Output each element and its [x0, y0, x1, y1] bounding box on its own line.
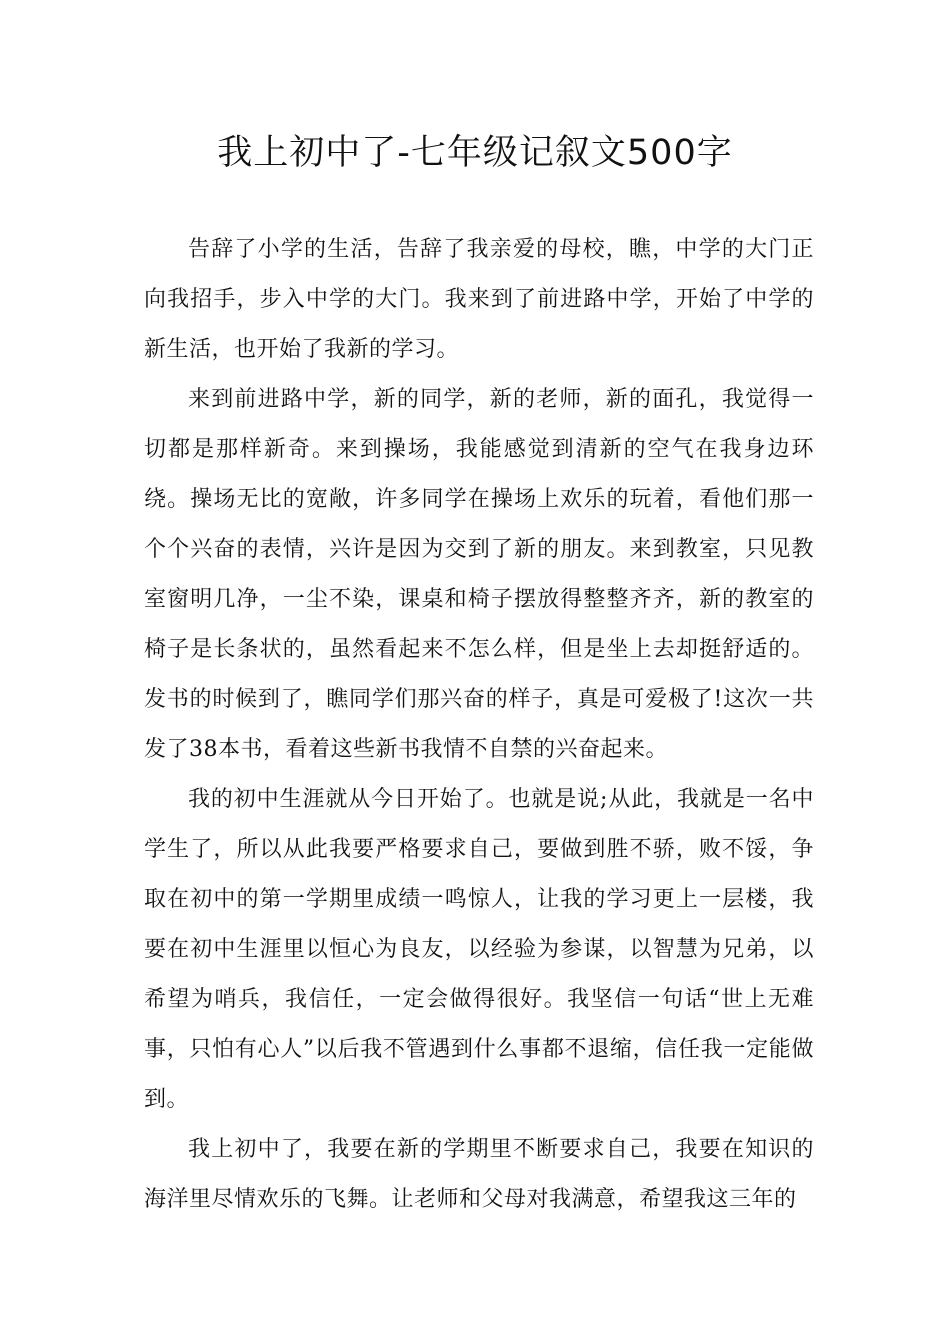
document-title: 我上初中了-七年级记叙文500字 [217, 133, 733, 173]
paragraph-4: 我上初中了，我要在新的学期里不断要求自己，我要在知识的海洋里尽情欢乐的飞舞。让老师和父母对我满意，希望我这三年的 [144, 1137, 814, 1212]
paragraph-3: 我的初中生涯就从今日开始了。也就是说;从此，我就是一名中学生了，所以从此我要严格要求自己，要做到胜不骄，败不馁，争取在初中的第一学期里成绩一鸣惊人，让我的学习更上一层楼，我要在初中生涯里以恒心为良友，以经验为参谋，以智慧为兄弟，以希望为哨兵，我信任，一定会做得很好。我坚信一句话“世上无难事，只怕有心人”以后我不管遇到什么事都不退缩，信任我一定能做到。 [144, 787, 814, 1112]
document-body [144, 225, 814, 1225]
paragraph-1: 告辞了小学的生活，告辞了我亲爱的母校，瞧，中学的大门正向我招手，步入中学的大门。我来到了前进路中学，开始了中学的新生活，也开始了我新的学习。 [144, 237, 814, 362]
paragraph-2: 来到前进路中学，新的同学，新的老师，新的面孔，我觉得一切都是那样新奇。来到操场，我能感觉到清新的空气在我身边环绕。操场无比的宽敞，许多同学在操场上欢乐的玩着，看他们那一个个兴奋的表情，兴许是因为交到了新的朋友。来到教室，只见教室窗明几净，一尘不染，课桌和椅子摆放得整整齐齐，新的教室的椅子是长条状的，虽然看起来不怎么样，但是坐上去却挺舒适的。发书的时候到了，瞧同学们那兴奋的样子，真是可爱极了!这次一共发了38本书，看着这些新书我情不自禁的兴奋起来。 [144, 387, 814, 762]
